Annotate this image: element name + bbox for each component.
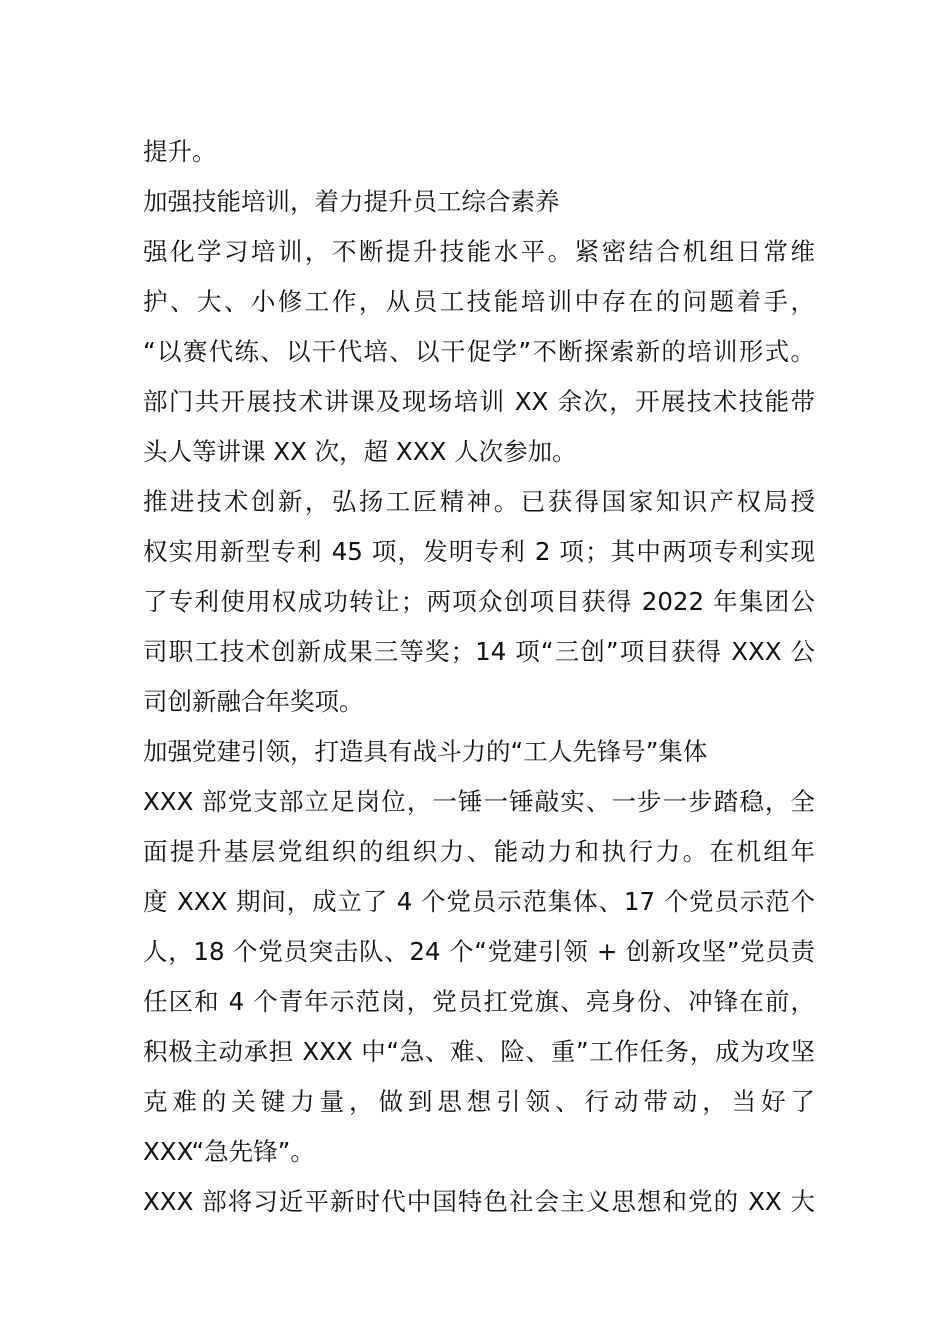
section-heading-party-building: 加强党建引领，打造具有战斗力的“工人先锋号”集体 — [143, 737, 708, 766]
paragraph-line: 提升。 — [143, 137, 217, 166]
paragraph-line: 司创新融合年奖项。 — [143, 687, 364, 716]
section-heading-skills-training: 加强技能培训，着力提升员工综合素养 — [143, 187, 560, 216]
paragraph-line: 任区和 4 个青年示范岗，党员扛党旗、亮身份、冲锋在前， — [143, 987, 815, 1016]
paragraph-line: 人，18 个党员突击队、24 个“党建引领 + 创新攻坚”党员责 — [143, 937, 815, 966]
paragraph-line: 权实用新型专利 45 项，发明专利 2 项；其中两项专利实现 — [143, 537, 815, 566]
paragraph-line: 度 XXX 期间，成立了 4 个党员示范集体、17 个党员示范个 — [143, 887, 815, 916]
paragraph-line: “以赛代练、以干代培、以干促学”不断探索新的培训形式。 — [143, 337, 815, 366]
paragraph-line: 积极主动承担 XXX 中“急、难、险、重”工作任务，成为攻坚 — [143, 1037, 815, 1066]
paragraph-line: 面提升基层党组织的组织力、能动力和执行力。在机组年 — [143, 837, 815, 866]
paragraph-line: XXX 部将习近平新时代中国特色社会主义思想和党的 XX 大 — [143, 1187, 815, 1216]
paragraph-line: 了专利使用权成功转让；两项众创项目获得 2022 年集团公 — [143, 587, 815, 616]
paragraph-line: 护、大、小修工作，从员工技能培训中存在的问题着手， — [143, 287, 815, 316]
paragraph-line: 司职工技术创新成果三等奖；14 项“三创”项目获得 XXX 公 — [143, 637, 815, 666]
paragraph-line: 推进技术创新，弘扬工匠精神。已获得国家知识产权局授 — [143, 487, 815, 516]
document-body — [143, 127, 815, 1227]
paragraph-line: 强化学习培训，不断提升技能水平。紧密结合机组日常维 — [143, 237, 815, 266]
paragraph-line: 克难的关键力量，做到思想引领、行动带动，当好了 — [143, 1087, 815, 1116]
paragraph-line: 部门共开展技术讲课及现场培训 XX 余次，开展技术技能带 — [143, 387, 815, 416]
paragraph-line: XXX“急先锋”。 — [143, 1137, 315, 1166]
paragraph-line: XXX 部党支部立足岗位，一锤一锤敲实、一步一步踏稳，全 — [143, 787, 815, 816]
paragraph-line: 头人等讲课 XX 次，超 XXX 人次参加。 — [143, 437, 577, 466]
